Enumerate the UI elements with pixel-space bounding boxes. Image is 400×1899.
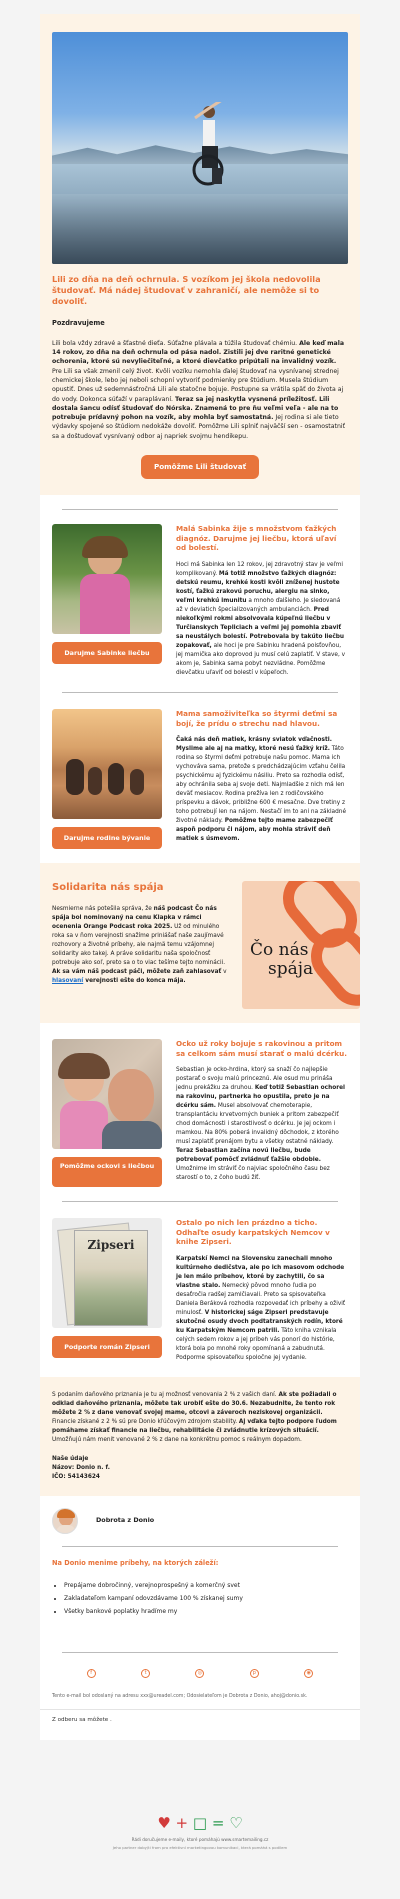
sebastian-text-d: Teraz Sebastian začína novú liečbu, bude potrebovať pomôcť zvládnuť ťažšie obdobie.	[176, 1148, 321, 1164]
list-item: • Zakladateľom kampaní odovzdávame 100 % získanej sumy	[64, 1593, 348, 1606]
zipseri-title: Ostalo po nich len prázdno a ticho. Odhaľte osudy karpatských Nemcov v knihe Zipseri.	[176, 1217, 330, 1247]
podcast-cover-line2: spája	[268, 958, 314, 979]
powered-by-subline: Jeho partner doby/ti from pro efektivní marketingovou komunikaci, která pomáhá s podílem	[112, 1845, 288, 1851]
sabinka-title: Malá Sabinka žije s množstvom ťažkých diagnóz. Darujme jej liečbu, ktorá uľaví od bolestí.	[176, 524, 337, 553]
sebastian-text-a: Sebastian je ocko-hrdina, ktorý sa snaží čo najlepšie postarať o svoju malú princeznú. Ale osud mu prináša jednu prekážku za druhou.	[176, 1067, 333, 1092]
podcast-icon[interactable]: ◉	[304, 1669, 313, 1678]
donate-housing-button[interactable]: Darujme rodine bývanie	[52, 827, 162, 849]
footer-note: Tento e-mail bol odoslaný na adresu xxx@ureadel.com; Odosielateľom je Dobrota z Donio, ahoj@donio.sk.	[52, 1694, 308, 1700]
unsubscribe-text[interactable]: Z odberu sa môžete .	[40, 1709, 360, 1740]
hero-text-2-bold: Teraz sa jej naskytla vysnená príležitosť. Lili dostala šancu odísť študovať do Nórska. Znamená to pre ňu veľmi veľa - ale na to potrebuje prídavný pohon na vozík, aby mohla byť samostatná.	[52, 395, 339, 422]
voting-link[interactable]: hlasovaní	[52, 978, 84, 985]
story-sebastian	[40, 1023, 360, 1201]
sabinka-text-b: Má totiž množstvo ťažkých diagnóz: detskú reumu, krehké kosti kvôli zníženej hustote kostí, ťažkú zrakovú poruchu, alergiu na slnko, veľmi krehkú imunitu	[176, 571, 340, 605]
zipseri-text	[176, 1255, 348, 1363]
mama-text-a: Čaká nás deň matiek, krásny sviatok vďačnosti. Myslime ale aj na matky, ktoré nesú ťažký kríž.	[176, 737, 332, 753]
sabinka-text-c: a mnoho ďalšieho. Je sledovaná až v deviatich špecializovaných ambulanciách.	[176, 598, 341, 614]
solidarity-section	[40, 863, 360, 1023]
hero-text-2: Pre Lili sa však zmenil celý život. Kvôli vozíku nemohla ďalej študovať na vysnívanej strednej chemickej škole, lebo jej neboli schopní vytvoriť podmienky pre štúdium. Musela štúdium opustiť. Dnes už sedemnásťročná Lili ale statočne bojuje. Postupne sa vrátila späť do života aj do vody. Dokonca súťaží v paraplávaní.	[52, 367, 344, 403]
hero-photo-lili	[52, 32, 348, 264]
tax-text-d: Aj vďaka tejto podpore ľudom pomáhame získať financie na liečbu, rehabilitácie či zvládnutie krízových situácií.	[52, 1418, 337, 1434]
signature	[40, 1496, 360, 1546]
hero-text	[52, 339, 348, 441]
hero-section	[40, 14, 360, 495]
solidarity-text-f: verejnosti ešte do konca mája.	[83, 978, 186, 985]
heart-check-icon: ♡	[229, 1814, 243, 1832]
hero-text-1: Lili bola vždy zdravé a šťastné dieťa. Súťažne plávala a túžila študovať chémiu.	[52, 339, 300, 347]
sebastian-text	[176, 1066, 348, 1183]
sebastian-text-e: Umožnime im stráviť čo najviac spoločného času bez starostí o to, z čoho budú žiť.	[176, 1166, 330, 1182]
zipseri-text-d: Táto kniha vznikala celých sedem rokov a jej príbeh vás ponorí do histórie, ktorá bola po mnohé roky opomínaná a zabudnutá. Podporme spisovateľku spoločne jej vydanie.	[176, 1327, 337, 1361]
hero-text-1-bold: Ale keď mala 14 rokov, zo dňa na deň ochrnula od pása nadol. Zistili jej dve raritné genetické ochorenia, ktoré sú nevyliečiteľné, a ktoré dievčatko pripútali na invalidný vozík.	[52, 339, 345, 366]
solidarity-title: Solidarita nás spája	[52, 881, 164, 893]
equals-icon: =	[211, 1814, 225, 1832]
podcast-cover-title	[250, 941, 313, 978]
zipseri-book-title: Zipseri	[87, 1237, 135, 1252]
story-sabinka	[40, 510, 360, 692]
sebastian-text-c: Musel absolvovať chemoterapie, transplantáciu krvetvorných buniek a pritom zabezpečiť chod domácnosti i starostlivosť o dcérku. Je jej ockom i mamkou. Na 80% poberá invalidný dôchodok, z ktorého musí zaplatiť prenájom bytu a všetky ostatné náklady.	[176, 1103, 339, 1146]
smartemailing-footer	[0, 1816, 400, 1851]
heart-icon: ♥	[157, 1814, 171, 1832]
reasons-section	[40, 1547, 360, 1630]
list-item: • Všetky bankové poplatky hradíme my	[64, 1606, 348, 1619]
plus-icon: +	[175, 1814, 189, 1832]
solidarity-text-a: Nesmierne nás potešila správa, že	[52, 906, 154, 913]
tax-text-b: Ak ste požiadali o odklad daňového priznania, môžete tak urobiť ešte do 30.6. Nezabudnite, že tento rok môžete 2 % z dane venovať svojej mame, otcovi a záveroch neziskovej organizácii.	[52, 1391, 337, 1416]
tax-text-a: S podaním daňového priznania je tu aj možnosť venovania 2 % z vašich daní.	[52, 1391, 279, 1398]
solidarity-text-b: náš podcast Čo nás spája bol nominovaný na cenu Klapka v rámci ocenenia Orange Podcast roka 2025.	[52, 906, 217, 931]
sabinka-text-e: ale hoci je pre Sabinku hradená poisťovňou, jej mamička ako doprovod ju musí celú zaplatiť. V stave, v akom je, Sabinka sama pobyt nezvládne. Pomôžme dievčatku uľaviť od bolestí v kúpeľoch.	[176, 643, 346, 676]
solidarity-text	[52, 905, 228, 986]
mama-text	[176, 736, 348, 844]
brand-logo[interactable]	[0, 1816, 400, 1831]
pinterest-icon[interactable]: p	[250, 1669, 259, 1678]
tax-text-e: Umožňujú nám menit venované 2 % z dane na konkrétnu pomoc s reálnym dopadom.	[52, 1436, 302, 1443]
solidarity-text-c: Už od minulého roka sa v ňom verejnosti snažíme priniášať naše zaujímavé rozhovory a životné príbehy, ale najmä temu vzájomnej solidarity ako takej. A práve solidaritu naša spoločnosť potrebuje ako soľ, preto sa o to viac tešíme tejto nominácii.	[52, 924, 226, 967]
hero-text-3: Jej rodina si ale tieto výdavky spojené so štúdiom nedokáže dovoliť. Pomôžme Lili splniť najväčší sen - osamostatniť sa a doštudovať vysnívaný odbor aj napriek svojmu hendikepu.	[52, 414, 346, 440]
zipseri-text-a: Karpatskí Nemci na Slovensku zanechali mnoho kultúrneho dedičstva, ale po ich masovom odchode je len málo príbehov, ktoré by zachytili, čo sa vlastne stalo.	[176, 1256, 345, 1290]
photo-mama-children	[52, 709, 162, 819]
zipseri-text-c: V historickej ságe Zipseri predstavuje skutočné osudy dvoch podtatranských rodín, ktoré ku Karpatským Nemcom patrili.	[176, 1310, 343, 1334]
tax-text-c: Financie získané z 2 % sú pre Donio kľúčovým zdrojom stability.	[52, 1418, 239, 1425]
story-mama	[40, 693, 360, 863]
list-item: • Prepájame dobročinný, verejnoprospešný a komerčný svet	[64, 1580, 348, 1593]
help-father-button[interactable]: Pomôžme ockovi s liečbou	[52, 1157, 162, 1187]
facebook-icon[interactable]: f	[87, 1669, 96, 1678]
social-links	[40, 1653, 360, 1690]
donate-sabinka-button[interactable]: Darujme Sabinke liečbu	[52, 642, 162, 664]
sabinka-text	[176, 561, 348, 678]
instagram-icon[interactable]: ◎	[195, 1669, 204, 1678]
support-novel-button[interactable]: Podporte román Zipseri	[52, 1336, 162, 1358]
hero-reflection	[52, 194, 348, 264]
help-lili-button[interactable]: Pomôžme Lili študovať	[141, 455, 259, 479]
photo-sabinka	[52, 524, 162, 634]
sebastian-title: Ocko už roky bojuje s rakovinou a pritom sa celkom sám musí starať o malú dcérku.	[176, 1038, 347, 1058]
mama-text-c: Pomôžme tejto mame zabezpečiť aspoň podporu či nájom, aby mohla stráviť deň matiek s úsmevom.	[176, 818, 333, 843]
greeting: Pozdravujeme	[52, 319, 105, 328]
zipseri-text-b: Nemecký pôvod mnoho ľudia po desaťročia radšej zamlčiavali. Preto sa spisovateľka Daniela Beráková rozhodla rozpovedať ich príbehy a oživiť minulosť.	[176, 1283, 346, 1317]
tax-text	[52, 1391, 348, 1445]
reasons-title: Na Donio menime príbehy, na ktorých záleží:	[52, 1558, 219, 1567]
sabinka-text-a: Hoci má Sabinka len 12 rokov, jej zdravotný stav je veľmi komplikovaný.	[176, 562, 344, 578]
details-label: Naše údaje	[52, 1455, 89, 1462]
twitter-icon[interactable]: t	[141, 1669, 150, 1678]
sabinka-text-d: Pred niekoľkými rokmi absolvovala kúpeľnú liečbu v Turčianskych Tepliciach a veľmi jej pomohla zbaviť sa neustálych bolestí. Potrebovala by takúto liečbu zopakovať,	[176, 607, 345, 650]
solidarity-text-e: v	[221, 969, 227, 976]
square-icon: □	[192, 1814, 208, 1832]
podcast-cover	[242, 881, 360, 1009]
photo-zipseri-book	[52, 1218, 162, 1328]
wheelchair-person	[192, 102, 226, 202]
email-body	[40, 14, 360, 1740]
hero-headline: Lili zo dňa na deň ochrnula. S vozíkom jej škola nedovolila študovať. Má nádej študovať v zahraničí, ale nemôže si to dovoliť.	[52, 274, 321, 307]
avatar	[52, 1508, 78, 1534]
podcast-cover-line1: Čo nás	[250, 939, 309, 960]
photo-sebastian-daughter	[52, 1039, 162, 1149]
organization-details	[52, 1455, 348, 1482]
solidarity-text-d: Ak sa vám náš podcast páči, môžete zaň zahlasovať	[52, 969, 222, 976]
org-name: Názov: Donio n. f.	[52, 1464, 110, 1471]
story-zipseri	[40, 1202, 360, 1377]
powered-by-line: Rádi doručujeme e-maily, ktoré pomáhajú www.smartemailing.cz	[131, 1837, 269, 1842]
reasons-list	[52, 1580, 348, 1618]
org-ico: IČO: 54143624	[52, 1473, 100, 1480]
sebastian-text-b: Keď totiž Sebastian ochorel na rakovinu, partnerka ho opustila, preto je na dcérku sám.	[176, 1085, 345, 1110]
mama-title: Mama samoživiteľka so štyrmi deťmi sa bojí, že prídu o strechu nad hlavou.	[176, 708, 338, 728]
signature-name: Dobrota z Donio	[96, 1516, 155, 1525]
mama-text-b: Táto rodina so štyrmi deťmi potrebuje našu pomoc. Mama ich vychováva sama, pretože s predchádzajúcim vzťahu čelila psychickému aj fyzickému násiliu. Preto sa rozhodla odísť, aby ochránila seba aj svoje deti. Najmladšie z nich má len deväť mesiacov. Rodina prežíva len z rodičovského príspevku a dávok, približne 600 € mesačne. Dve tretiny z toho potrebují len na nájom. Nestačí im to ani na základné životné náklady.	[176, 746, 347, 825]
tax-section	[40, 1377, 360, 1496]
